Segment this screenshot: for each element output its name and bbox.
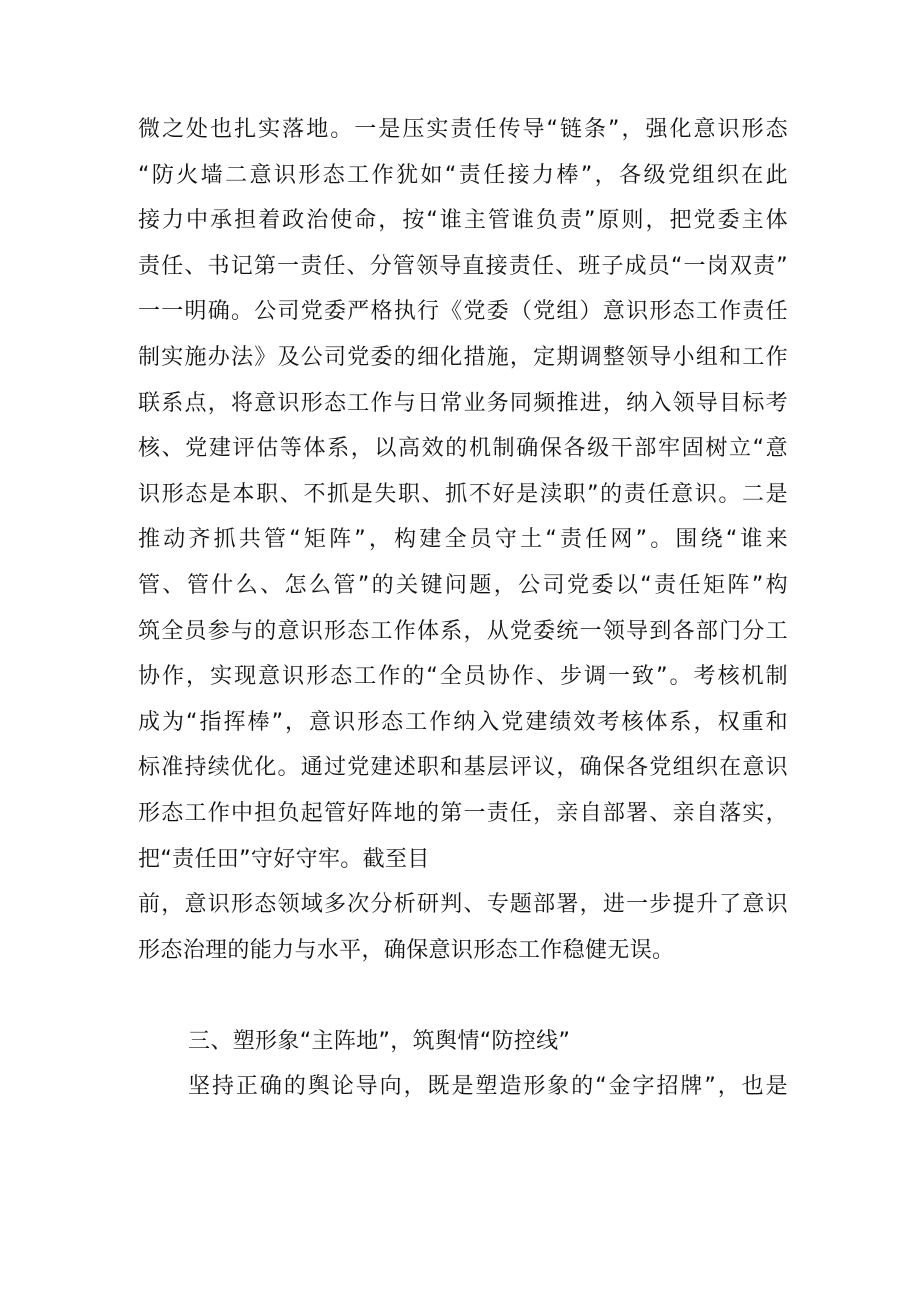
text-line: 标准持续优化。通过党建述职和基层评议，确保各党组织在意识 xyxy=(138,755,788,781)
text-line: “防火墙二意识形态工作犹如“责任接力棒”，各级党组织在此 xyxy=(138,162,788,188)
text-line: 形态工作中担负起管好阵地的第一责任，亲自部署、亲自落实， xyxy=(138,800,788,826)
blank-line xyxy=(138,973,788,1019)
text-line: 微之处也扎实落地。一是压实责任传导“链条”，强化意识形态 xyxy=(138,117,788,142)
paragraph-responsibility xyxy=(138,107,788,882)
text-line: 核、党建评估等体系，以高效的机制确保各级干部牢固树立“意 xyxy=(138,436,788,462)
text-line: 一一明确。公司党委严格执行《党委（党组）意识形态工作责任 xyxy=(138,299,788,325)
section-heading: 三、塑形象“主阵地”，筑舆情“防控线” xyxy=(188,1028,571,1054)
paragraph-conclusion xyxy=(138,882,788,973)
document-body xyxy=(138,107,788,1110)
text-line: 识形态是本职、不抓是失职、抓不好是渎职”的责任意识。二是 xyxy=(138,481,788,507)
text-line: 筑全员参与的意识形态工作体系，从党委统一领导到各部门分工 xyxy=(138,618,788,644)
text-line: 形态治理的能力与水平，确保意识形态工作稳健无误。 xyxy=(138,937,675,963)
text-line: 管、管什么、怎么管”的关键问题，公司党委以“责任矩阵”构 xyxy=(138,572,788,598)
text-line: 坚持正确的舆论导向，既是塑造形象的“金字招牌”，也是 xyxy=(188,1074,788,1100)
text-line: 责任、书记第一责任、分管领导直接责任、班子成员“一岗双责” xyxy=(138,253,788,279)
text-line: 成为“指挥棒”，意识形态工作纳入党建绩效考核体系，权重和 xyxy=(138,709,788,735)
text-line: 前，意识形态领域多次分析研判、专题部署，进一步提升了意识 xyxy=(138,892,788,918)
text-line: 把“责任田”守好守牢。截至目 xyxy=(138,846,430,872)
text-line: 接力中承担着政治使命，按“谁主管谁负责”原则，把党委主体 xyxy=(138,208,788,234)
text-line: 推动齐抓共管“矩阵”，构建全员守土“责任网”。围绕“谁来 xyxy=(138,527,788,553)
text-line: 协作，实现意识形态工作的“全员协作、步调一致”。考核机制 xyxy=(138,664,788,690)
text-line: 制实施办法》及公司党委的细化措施，定期调整领导小组和工作 xyxy=(138,344,788,370)
text-line: 联系点，将意识形态工作与日常业务同频推进，纳入领导目标考 xyxy=(138,390,788,416)
